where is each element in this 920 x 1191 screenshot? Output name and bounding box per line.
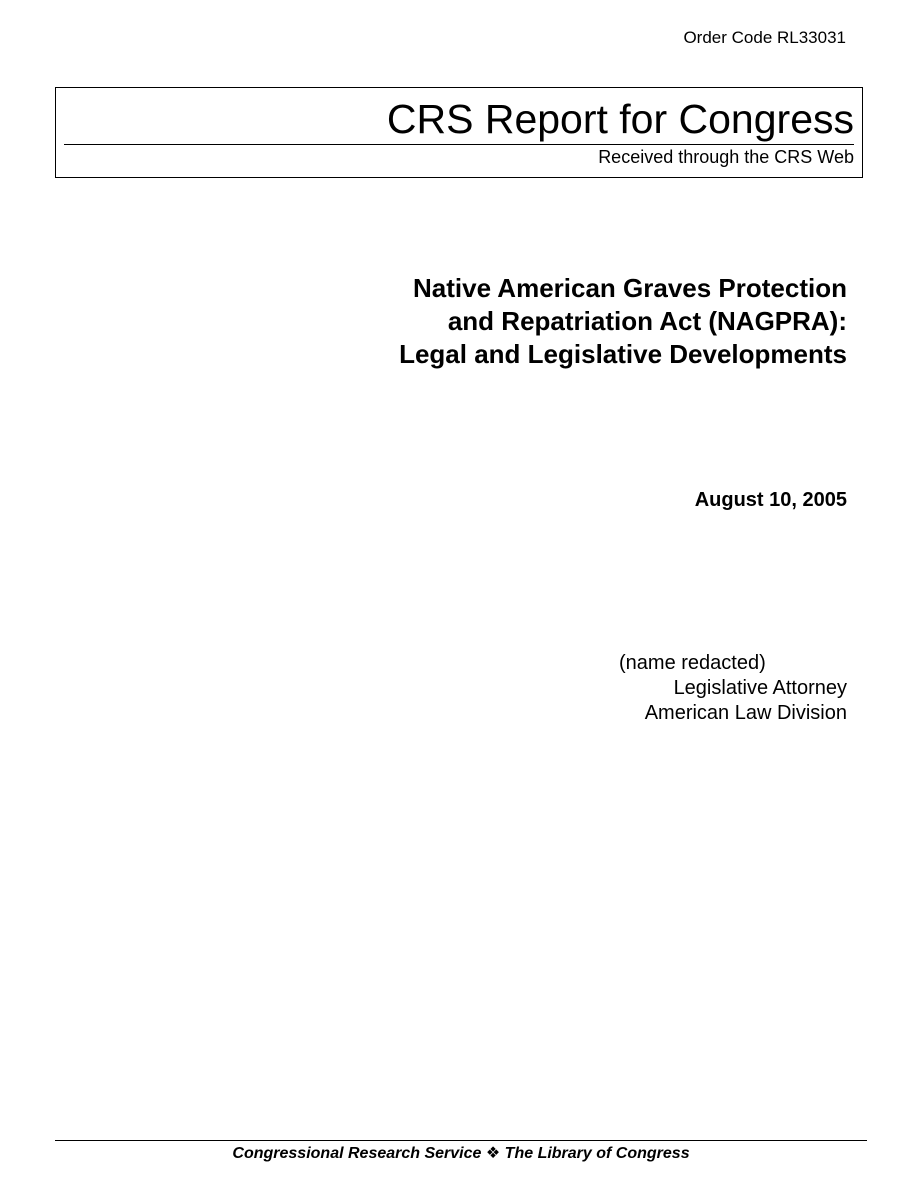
header-divider — [64, 144, 854, 145]
header-title: CRS Report for Congress — [386, 96, 854, 142]
header-subtitle: Received through the CRS Web — [598, 147, 854, 167]
diamond-separator-icon: ❖ — [485, 1145, 501, 1162]
footer-divider — [55, 1140, 867, 1141]
report-title-line: Native American Graves Protection — [413, 273, 847, 303]
author-block — [587, 651, 847, 726]
order-code: Order Code RL33031 — [683, 28, 846, 47]
report-title-line: and Repatriation Act (NAGPRA): — [447, 306, 847, 336]
report-title — [399, 272, 847, 371]
author-name: (name redacted) — [619, 652, 766, 674]
report-date: August 10, 2005 — [694, 489, 847, 511]
footer — [55, 1143, 867, 1163]
report-title-line: Legal and Legislative Developments — [399, 339, 847, 369]
author-title: Legislative Attorney — [673, 677, 847, 699]
footer-organization: Congressional Research Service — [232, 1145, 482, 1162]
report-header-box — [55, 87, 863, 178]
footer-library: The Library of Congress — [504, 1145, 690, 1162]
author-division: American Law Division — [644, 702, 847, 724]
